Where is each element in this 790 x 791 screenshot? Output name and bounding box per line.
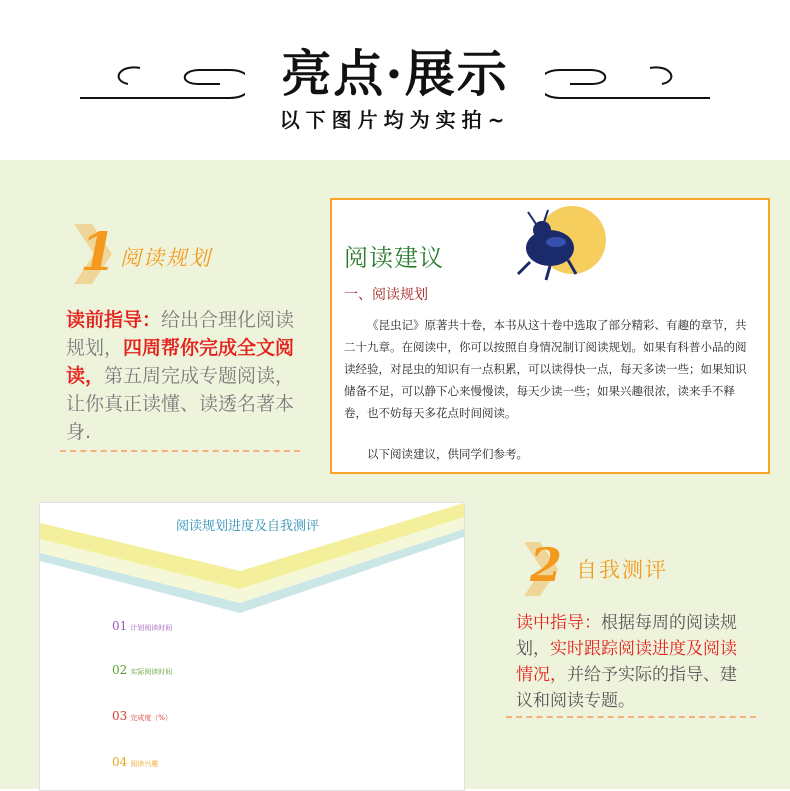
section-2-title: 自我测评 [576,558,668,582]
page-title: 亮点·展示 [281,44,509,103]
section-1-label: 读前指导： [66,309,162,331]
section-2-divider [506,716,756,718]
section-1-description: 读前指导：给出合理化阅读规划，四周帮你完成全文阅读，第五周完成专题阅读，让你真正读懂、读透名著本身. [66,309,295,443]
section-2-description: 读中指导：根据每周的阅读规划，实时跟踪阅读进度及阅读情况，并给予实际的指导、建议和阅读专题。 [516,613,737,711]
sheet-item-completion: 03 完成度（%） [112,709,172,723]
section-1-divider [60,450,300,452]
progress-sheet [39,502,465,791]
card-body: 《昆虫记》原著共十卷，本书从这十卷中选取了部分精彩、有趣的章节，共二十九章。在阅读中，你可以按照自身情况制订阅读规划。如果有科普小品的阅读经验，对昆虫的知识有一点积累，可以读得快一点，每天多读一些；如果知识储备不足，可以静下心来慢慢读，每天少读一些；如果兴趣很浓，读来手不释卷，也不妨每天多花点时间阅读。 [344,318,747,420]
section-1-title: 阅读规划 [120,246,212,270]
sheet-title: 阅读规划进度及自我测评 [176,519,320,534]
reading-suggestion-card [330,198,770,474]
card-footnote: 以下阅读建议，供同学们参考。 [367,447,528,461]
header [0,0,790,160]
section-1-highlight: 四周帮你完成全文阅读， [66,337,295,387]
showcase-panel [0,160,790,789]
section-2-label: 读中指导： [516,613,601,633]
sheet-item-planned-time: 01 计划阅读时间 [112,619,173,633]
section-2-highlight: 实时跟踪阅读进度及阅读情况， [516,639,737,685]
beetle-icon [510,204,620,282]
card-subtitle: 一、阅读规划 [344,287,428,303]
section-1-number: 1 [80,222,117,283]
sheet-item-actual-time: 02 实际阅读时间 [112,663,173,677]
sheet-item-interest: 04 阅读兴趣 [112,755,159,769]
section-2-number: 2 [530,538,563,592]
card-title: 阅读建议 [344,244,444,272]
page-subtitle: 以下图片均为实拍~ [279,108,511,132]
